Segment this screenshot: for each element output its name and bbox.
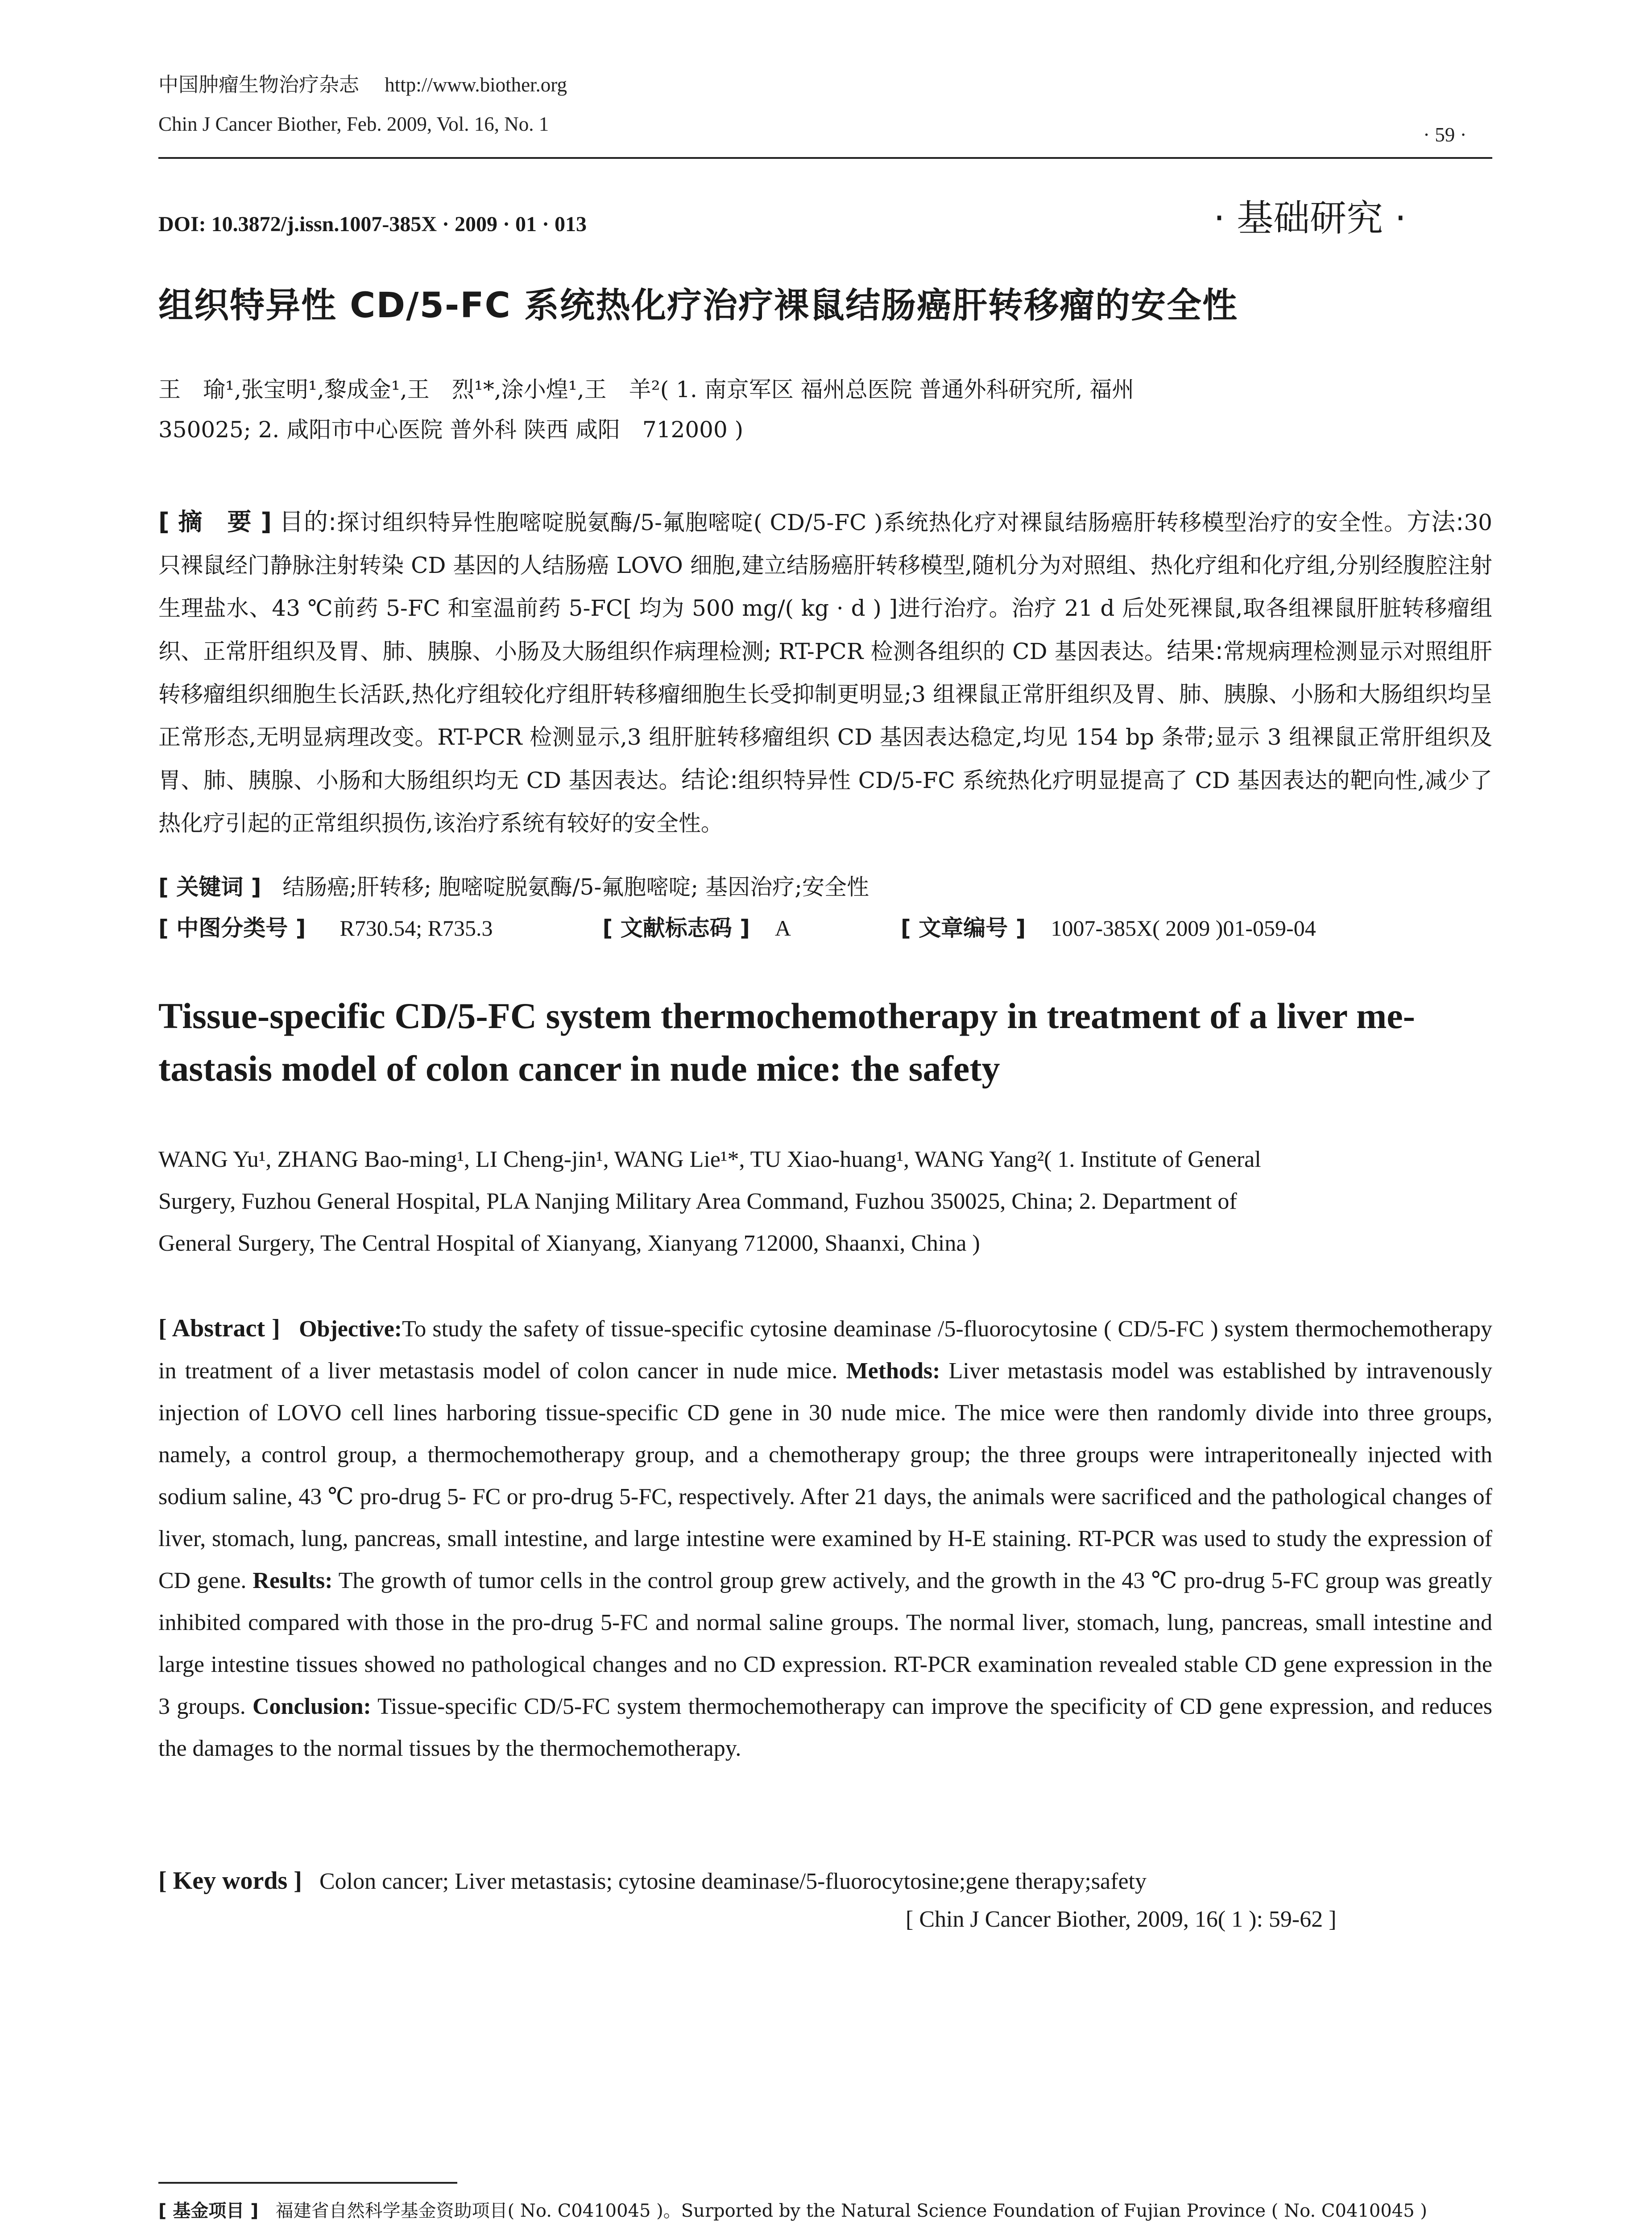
author-footnote	[158, 2227, 1497, 2231]
doc-code-label: [ 文献标志码 ]	[602, 915, 750, 941]
classification-row	[158, 910, 1492, 946]
objective-en-label: Objective:	[299, 1316, 402, 1342]
abstract-en-label: [ Abstract ]	[158, 1315, 280, 1342]
authors-cn-line1: 王 瑜¹,张宝明¹,黎成金¹,王 烈¹*,涂小煌¹,王 羊²( 1. 南京军区 福州总医院 普通外科研究所, 福州	[158, 377, 1134, 402]
page-number: · 59 ·	[1423, 124, 1467, 146]
authors-cn-line2: 350025; 2. 咸阳市中心医院 普外科 陕西 咸阳 712000 )	[158, 417, 744, 443]
results-en: The growth of tumor cells in the control group grew actively, and the growth in the 43 ℃ pro-drug 5-FC group was greatly inhibited compared with those in the pro-drug 5-FC and normal saline groups. The normal liver, stomach, lung, pancreas, small intestine and large intestine tissues showed no pathological changes and no CD expression. RT-PCR examination revealed stable CD gene expression in the 3 groups.	[158, 1568, 1492, 1719]
keywords-cn-text: 结肠癌;肝转移; 胞嘧啶脱氨酶/5-氟胞嘧啶; 基因治疗;安全性	[282, 874, 869, 900]
authors-en	[158, 1139, 1497, 1265]
authors-en-line3: General Surgery, The Central Hospital of Xianyang, Xianyang 712000, Shaanxi, China )	[158, 1231, 980, 1256]
journal-name-cn: 中国肿瘤生物治疗杂志	[158, 73, 360, 96]
title-en-line1: Tissue-specific CD/5-FC system thermochemotherapy in treatment of a liver me-	[158, 995, 1415, 1036]
footnote-rule	[158, 2182, 457, 2184]
title-en	[158, 990, 1497, 1095]
conclusion-cn-label: 结论:	[681, 766, 738, 794]
article-number-value: 1007-385X( 2009 )01-059-04	[1051, 916, 1316, 941]
header-rule	[158, 157, 1492, 159]
abstract-cn	[158, 501, 1492, 845]
title-en-line2: tastasis model of colon cancer in nude mice: the safety	[158, 1048, 1000, 1089]
journal-url: http://www.biother.org	[385, 74, 567, 96]
citation-line: Chin J Cancer Biother, Feb. 2009, Vol. 16, No. 1	[158, 113, 549, 135]
objective-cn-label: 目的:	[279, 508, 337, 536]
methods-en-label: Methods:	[846, 1358, 940, 1384]
fund-text: 福建省自然科学基金资助项目( No. C0410045 )。Surported by the Natural Science Foundation of Fujian Province ( No. C0410045 )	[275, 2201, 1428, 2221]
abstract-cn-label: [ 摘 要 ]	[158, 508, 272, 536]
title-cn: 组织特异性 CD/5-FC 系统热化疗治疗裸鼠结肠癌肝转移瘤的安全性	[158, 286, 1238, 326]
methods-en: Liver metastasis model was established by intravenously injection of LOVO cell lines harboring tissue-specific CD gene in 30 nude mice. The mice were then randomly divide into three groups, namely, a control group, a thermochemotherapy group, and a chemotherapy group; the three groups were intraperitoneally injected with sodium saline, 43 ℃ pro-drug 5- FC or pro-drug 5-FC, respectively. After 21 days, the animals were sacrificed and the pathological changes of liver, stomach, lung, pancreas, small intestine, and large intestine were examined by H-E staining. RT-PCR was used to study the expression of CD gene.	[158, 1358, 1493, 1593]
objective-en: To study the safety of tissue-specific cytosine deaminase /5-fluorocytosine ( CD/5-FC ) system thermochemotherapy in treatment of a liver metastasis model of colon cancer in nude mice.	[158, 1316, 1493, 1384]
authors-en-line1: WANG Yu¹, ZHANG Bao-ming¹, LI Cheng-jin¹, WANG Lie¹*, TU Xiao-huang¹, WANG Yang²( 1. Institute of General	[158, 1147, 1261, 1172]
methods-cn: 30 只裸鼠经门静脉注射转染 CD 基因的人结肠癌 LOVO 细胞,建立结肠癌肝转移模型,随机分为对照组、热化疗组和化疗组,分别经腹腔注射生理盐水、43 ℃前药 5-FC 和室温前药 5-FC[ 均为 500 mg/( kg · d ) ]进行治疗。治疗 21 d 后处死裸鼠,取各组裸鼠肝脏转移瘤组织、正常肝组织及胃、肺、胰腺、小肠及大肠组织作病理检测; RT-PCR 检测各组织的 CD 基因表达。	[158, 510, 1492, 664]
doi: DOI: 10.3872/j.issn.1007-385X · 2009 · 01 · 013	[158, 212, 587, 236]
results-cn: 常规病理检测显示对照组肝转移瘤组织细胞生长活跃,热化疗组较化疗组肝转移瘤细胞生长受抑制更明显;3 组裸鼠正常肝组织及胃、肺、胰腺、小肠和大肠组织均呈正常形态,无明显病理改变。RT-PCR 检测显示,3 组肝脏转移瘤组织 CD 基因表达稳定,均见 154 bp 条带;显示 3 组裸鼠正常肝组织及胃、肺、胰腺、小肠和大肠组织均无 CD 基因表达。	[158, 639, 1492, 793]
conclusion-en-label: Conclusion:	[252, 1694, 371, 1719]
doc-code-value: A	[774, 916, 791, 941]
article-number-label: [ 文章编号 ]	[900, 915, 1026, 941]
fund-label: [ 基金项目 ]	[158, 2201, 259, 2221]
keywords-cn	[158, 869, 1492, 905]
methods-cn-label: 方法:	[1407, 508, 1464, 536]
keywords-cn-label: [ 关键词 ]	[158, 874, 261, 900]
citation-en: [ Chin J Cancer Biother, 2009, 16( 1 ): 59-62 ]	[906, 1907, 1337, 1932]
keywords-en-label: [ Key words ]	[158, 1867, 302, 1895]
section-label: · 基础研究 ·	[1213, 197, 1407, 240]
clc-label: [ 中图分类号 ]	[158, 915, 306, 941]
conclusion-en: Tissue-specific CD/5-FC system thermochemotherapy can improve the specificity of CD gene expression, and reduces the damages to the normal tissues by the thermochemotherapy.	[158, 1694, 1493, 1761]
conclusion-cn: 组织特异性 CD/5-FC 系统热化疗明显提高了 CD 基因表达的靶向性,减少了热化疗引起的正常组织损伤,该治疗系统有较好的安全性。	[158, 767, 1492, 836]
authors-cn	[158, 369, 1492, 450]
authors-en-line2: Surgery, Fuzhou General Hospital, PLA Nanjing Military Area Command, Fuzhou 350025, China; 2. Department of	[158, 1189, 1237, 1214]
footnotes	[158, 2195, 1497, 2231]
fund-footnote	[158, 2195, 1497, 2227]
abstract-en	[158, 1307, 1492, 1770]
results-cn-label: 结果:	[1167, 637, 1223, 665]
results-en-label: Results:	[253, 1568, 333, 1593]
keywords-en-text: Colon cancer; Liver metastasis; cytosine deaminase/5-fluorocytosine;gene therapy;safety	[319, 1869, 1147, 1894]
running-header	[158, 67, 567, 103]
objective-cn: 探讨组织特异性胞嘧啶脱氨酶/5-氟胞嘧啶( CD/5-FC )系统热化疗对裸鼠结肠癌肝转移模型治疗的安全性。	[336, 510, 1407, 535]
clc-value: R730.54; R735.3	[340, 916, 493, 941]
keywords-en	[158, 1863, 1492, 1899]
